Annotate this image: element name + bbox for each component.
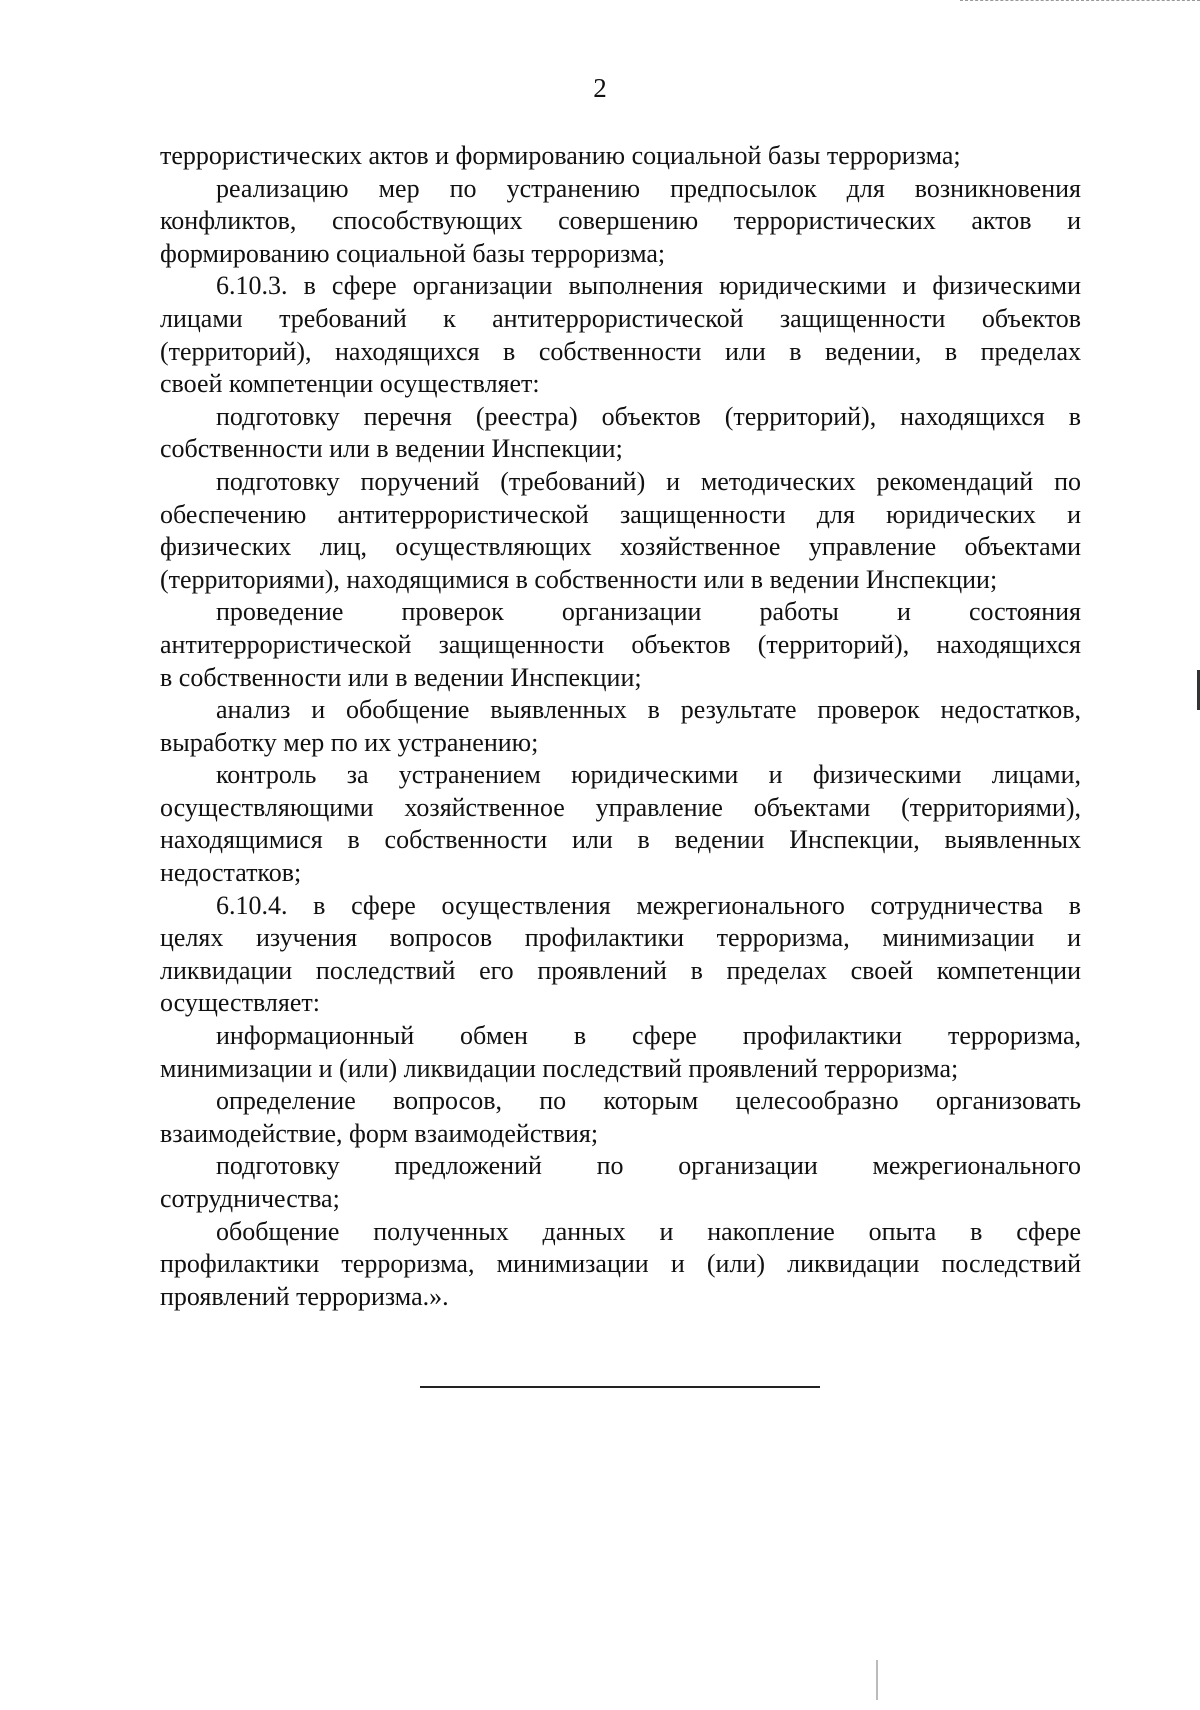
text-line: антитеррористической защищенности объектов (территорий), находящихся [160, 629, 1081, 659]
text-line: подготовку перечня (реестра) объектов (территорий), находящихся в [216, 401, 1081, 431]
scan-edge-mark-top [960, 0, 1200, 1]
scan-edge-mark-bottom [876, 1660, 878, 1700]
text-line: минимизации и (или) ликвидации последствий проявлений терроризма; [160, 1053, 959, 1083]
text-line: проведение проверок организации работы и состояния [216, 597, 1081, 627]
text-line: контроль за устранением юридическими и физическими лицами, [216, 760, 1081, 790]
text-line: физических лиц, осуществляющих хозяйственное управление объектами [160, 532, 1081, 562]
text-line: находящимися в собственности или в ведении Инспекции, выявленных [160, 825, 1081, 855]
text-line: проявлений терроризма.». [160, 1281, 449, 1311]
text-line: в собственности или в ведении Инспекции; [160, 662, 642, 692]
text-line: недостатков; [160, 858, 302, 888]
document-body [160, 140, 1081, 1313]
page-number [0, 72, 1200, 104]
text-line: обобщение полученных данных и накопление опыта в сфере [216, 1216, 1081, 1246]
text-line: обеспечению антитеррористической защищенности для юридических и [160, 499, 1081, 529]
text-line: ликвидации последствий его проявлений в пределах своей компетенции [160, 955, 1081, 985]
text-line: определение вопросов, по которым целесообразно организовать [216, 1086, 1081, 1116]
text-line: своей компетенции осуществляет: [160, 369, 540, 399]
text-line: информационный обмен в сфере профилактики терроризма, [216, 1021, 1081, 1051]
text-line: реализацию мер по устранению предпосылок для возникновения [216, 173, 1081, 203]
text-line: сотрудничества; [160, 1184, 340, 1213]
text-line: 6.10.3. в сфере организации выполнения юридическими и физическими [216, 271, 1081, 301]
text-line: подготовку предложений по организации межрегионального [216, 1151, 1081, 1181]
text-line: осуществляет: [160, 988, 320, 1018]
text-line: (территорий), находящихся в собственности или в ведении, в пределах [160, 336, 1081, 366]
text-line: взаимодействие, форм взаимодействия; [160, 1118, 599, 1148]
text-line: целях изучения вопросов профилактики терроризма, минимизации и [160, 923, 1081, 953]
text-line: профилактики терроризма, минимизации и (или) ликвидации последствий [160, 1249, 1081, 1279]
text-line: лицами требований к антитеррористической защищенности объектов [160, 303, 1081, 333]
text-line: формированию социальной базы терроризма; [160, 238, 666, 268]
text-line: (территориями), находящимися в собственности или в ведении Инспекции; [160, 564, 998, 594]
text-line: 6.10.4. в сфере осуществления межрегионального сотрудничества в [216, 890, 1081, 920]
text-line: конфликтов, способствующих совершению террористических актов и [160, 206, 1081, 236]
page-number-text: 2 [593, 73, 607, 103]
text-line: осуществляющими хозяйственное управление объектами (территориями), [160, 792, 1081, 822]
end-separator-line [420, 1386, 820, 1388]
text-line: террористических актов и формированию социальной базы терроризма; [160, 141, 961, 170]
text-line: собственности или в ведении Инспекции; [160, 434, 623, 464]
text-line: подготовку поручений (требований) и методических рекомендаций по [216, 466, 1081, 496]
text-line: анализ и обобщение выявленных в результате проверок недостатков, [216, 695, 1081, 725]
text-line: выработку мер по их устранению; [160, 727, 539, 757]
